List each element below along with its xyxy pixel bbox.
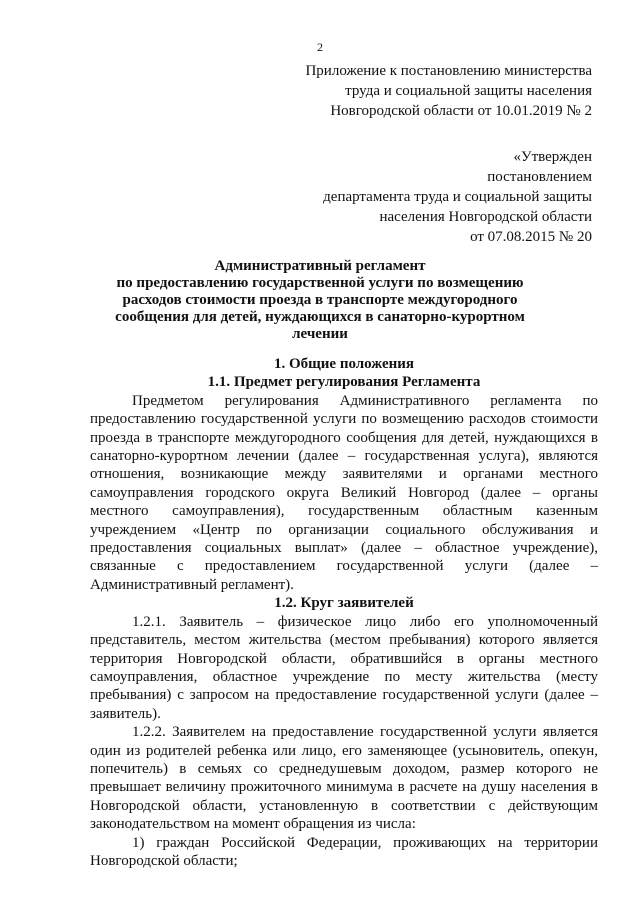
appendix-note [305,61,592,121]
approval-line: постановлением [487,169,592,185]
appendix-line: Новгородской области от 10.01.2019 № 2 [330,103,592,119]
paragraph: Предметом регулирования Административного регламента по предоставлению государственной услуги по возмещению расходов стоимости проезда в транспорте междугородного сообщения для детей, нуждающихся в санаторно-курортном лечении (далее – государственная услуга), являются отношения, возникающие между заявителями и органами местного самоуправления городского округа Великий Новгород (далее – органы местного самоуправления), государственным областным казенным учреждением «Центр по организации социального обслуживания и предоставления социальных выплат» (далее – областное учреждение), связанные с предоставлением государственной услуги (далее – Административный регламент). [90,392,598,593]
document-body [90,355,598,870]
approval-line: «Утвержден [513,149,592,165]
paragraph: 1) граждан Российской Федерации, проживающих на территории Новгородской области; [90,834,598,869]
section-heading: 1. Общие положения [273,356,415,372]
subsection-heading: 1.2. Круг заявителей [274,595,414,612]
appendix-line: Приложение к постановлению министерства [305,63,592,79]
title-line: по предоставлению государственной услуги по возмещению [116,275,524,291]
paragraph: 1.2.2. Заявителем на предоставление государственной услуги является один из родителей ребенка или лицо, его заменяющее (усыновитель, опекун, попечитель) в семьях со среднедушевым доходом, размер которого не превышает величину прожиточного минимума в расчете на душу населения в Новгородской области, установленную в соответствии с действующим законодательством на момент обращения из числа: [90,724,598,833]
approval-line: населения Новгородской области [379,209,592,225]
page-number: 2 [317,40,323,54]
appendix-line: труда и социальной защиты населения [345,83,592,99]
document-title [60,258,580,343]
title-line: расходов стоимости проезда в транспорте междугородного [122,292,518,308]
approval-line: от 07.08.2015 № 20 [470,229,592,245]
title-line: сообщения для детей, нуждающихся в санаторно-курортном [115,309,525,325]
title-line: лечении [292,326,348,342]
title-line: Административный регламент [214,258,426,274]
approval-note [323,147,592,247]
paragraph: 1.2.1. Заявитель – физическое лицо либо его уполномоченный представитель, местом жительства (местом пребывания) которого является территория Новгородской области, обратившийся в органы местного самоуправления, областное учреждение по месту жительства (месту пребывания) с запросом на предоставление государственной услуги (далее – заявитель). [90,613,598,722]
approval-line: департамента труда и социальной защиты [323,189,592,205]
subsection-heading: 1.1. Предмет регулирования Регламента [207,374,481,391]
